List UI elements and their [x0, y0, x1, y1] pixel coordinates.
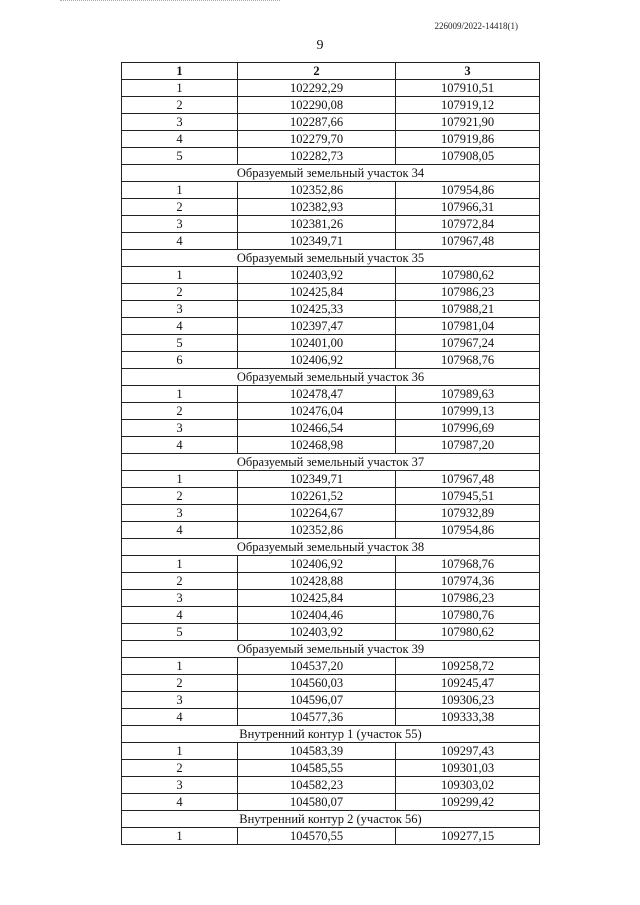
- x-coordinate: 102401,00: [238, 335, 396, 352]
- y-coordinate: 107989,63: [396, 386, 540, 403]
- point-number: 4: [122, 131, 238, 148]
- y-coordinate: 107954,86: [396, 182, 540, 199]
- table-row: [122, 114, 540, 131]
- table-body: [122, 80, 540, 845]
- point-number: 4: [122, 318, 238, 335]
- x-coordinate: 102425,84: [238, 590, 396, 607]
- y-coordinate: 109333,38: [396, 709, 540, 726]
- table-row: [122, 760, 540, 777]
- section-header-row: [122, 726, 540, 743]
- column-header: 3: [396, 63, 540, 80]
- section-title: Образуемый земельный участок 38: [122, 539, 540, 556]
- y-coordinate: 107986,23: [396, 284, 540, 301]
- section-title: Образуемый земельный участок 35: [122, 250, 540, 267]
- table-row: [122, 743, 540, 760]
- x-coordinate: 102466,54: [238, 420, 396, 437]
- x-coordinate: 102261,52: [238, 488, 396, 505]
- table-row: [122, 505, 540, 522]
- table-row: [122, 658, 540, 675]
- y-coordinate: 107999,13: [396, 403, 540, 420]
- x-coordinate: 102282,73: [238, 148, 396, 165]
- point-number: 6: [122, 352, 238, 369]
- point-number: 2: [122, 760, 238, 777]
- y-coordinate: 109306,23: [396, 692, 540, 709]
- y-coordinate: 107910,51: [396, 80, 540, 97]
- x-coordinate: 102476,04: [238, 403, 396, 420]
- point-number: 4: [122, 607, 238, 624]
- y-coordinate: 107919,12: [396, 97, 540, 114]
- y-coordinate: 107968,76: [396, 352, 540, 369]
- table-row: [122, 777, 540, 794]
- x-coordinate: 102428,88: [238, 573, 396, 590]
- x-coordinate: 102406,92: [238, 556, 396, 573]
- x-coordinate: 102264,67: [238, 505, 396, 522]
- point-number: 1: [122, 556, 238, 573]
- y-coordinate: 107986,23: [396, 590, 540, 607]
- point-number: 3: [122, 505, 238, 522]
- page-number: 9: [316, 38, 324, 53]
- table-row: [122, 522, 540, 539]
- x-coordinate: 104580,07: [238, 794, 396, 811]
- y-coordinate: 107968,76: [396, 556, 540, 573]
- x-coordinate: 102352,86: [238, 522, 396, 539]
- section-header-row: [122, 369, 540, 386]
- table-row: [122, 80, 540, 97]
- table-row: [122, 488, 540, 505]
- point-number: 1: [122, 182, 238, 199]
- x-coordinate: 102352,86: [238, 182, 396, 199]
- table-row: [122, 573, 540, 590]
- point-number: 1: [122, 828, 238, 845]
- coordinates-table: [121, 62, 540, 845]
- point-number: 3: [122, 590, 238, 607]
- y-coordinate: 107980,62: [396, 624, 540, 641]
- y-coordinate: 107996,69: [396, 420, 540, 437]
- x-coordinate: 102403,92: [238, 267, 396, 284]
- section-title: Образуемый земельный участок 34: [122, 165, 540, 182]
- table-row: [122, 590, 540, 607]
- section-header-row: [122, 641, 540, 658]
- y-coordinate: 107980,76: [396, 607, 540, 624]
- x-coordinate: 102425,33: [238, 301, 396, 318]
- table-row: [122, 216, 540, 233]
- x-coordinate: 102292,29: [238, 80, 396, 97]
- point-number: 1: [122, 658, 238, 675]
- table-row: [122, 709, 540, 726]
- table-row: [122, 624, 540, 641]
- y-coordinate: 109245,47: [396, 675, 540, 692]
- section-header-row: [122, 811, 540, 828]
- y-coordinate: 107908,05: [396, 148, 540, 165]
- point-number: 4: [122, 794, 238, 811]
- table-row: [122, 97, 540, 114]
- section-title: Внутренний контур 2 (участок 56): [122, 811, 540, 828]
- column-header: 1: [122, 63, 238, 80]
- table-row: [122, 182, 540, 199]
- x-coordinate: 102425,84: [238, 284, 396, 301]
- x-coordinate: 104570,55: [238, 828, 396, 845]
- y-coordinate: 107974,36: [396, 573, 540, 590]
- point-number: 2: [122, 403, 238, 420]
- x-coordinate: 102349,71: [238, 233, 396, 250]
- x-coordinate: 104577,36: [238, 709, 396, 726]
- y-coordinate: 107981,04: [396, 318, 540, 335]
- y-coordinate: 107966,31: [396, 199, 540, 216]
- y-coordinate: 109258,72: [396, 658, 540, 675]
- y-coordinate: 107932,89: [396, 505, 540, 522]
- table-row: [122, 199, 540, 216]
- scan-artifact: [60, 0, 280, 4]
- x-coordinate: 102382,93: [238, 199, 396, 216]
- y-coordinate: 107919,86: [396, 131, 540, 148]
- y-coordinate: 109277,15: [396, 828, 540, 845]
- table-row: [122, 828, 540, 845]
- point-number: 3: [122, 692, 238, 709]
- point-number: 2: [122, 284, 238, 301]
- section-header-row: [122, 539, 540, 556]
- table-row: [122, 148, 540, 165]
- y-coordinate: 107980,62: [396, 267, 540, 284]
- point-number: 3: [122, 216, 238, 233]
- x-coordinate: 102349,71: [238, 471, 396, 488]
- x-coordinate: 104560,03: [238, 675, 396, 692]
- point-number: 3: [122, 301, 238, 318]
- section-title: Образуемый земельный участок 37: [122, 454, 540, 471]
- table-row: [122, 267, 540, 284]
- y-coordinate: 109299,42: [396, 794, 540, 811]
- table-row: [122, 301, 540, 318]
- point-number: 4: [122, 437, 238, 454]
- x-coordinate: 102290,08: [238, 97, 396, 114]
- section-title: Образуемый земельный участок 39: [122, 641, 540, 658]
- section-title: Образуемый земельный участок 36: [122, 369, 540, 386]
- point-number: 1: [122, 743, 238, 760]
- point-number: 3: [122, 420, 238, 437]
- point-number: 1: [122, 267, 238, 284]
- point-number: 1: [122, 471, 238, 488]
- x-coordinate: 102478,47: [238, 386, 396, 403]
- table-row: [122, 794, 540, 811]
- x-coordinate: 104585,55: [238, 760, 396, 777]
- x-coordinate: 104583,39: [238, 743, 396, 760]
- table-row: [122, 284, 540, 301]
- point-number: 4: [122, 522, 238, 539]
- table-row: [122, 437, 540, 454]
- table-row: [122, 675, 540, 692]
- table-row: [122, 692, 540, 709]
- point-number: 5: [122, 148, 238, 165]
- x-coordinate: 102287,66: [238, 114, 396, 131]
- x-coordinate: 102397,47: [238, 318, 396, 335]
- table-header-row: [122, 63, 540, 80]
- y-coordinate: 107967,48: [396, 471, 540, 488]
- table-row: [122, 318, 540, 335]
- document-id: 226009/2022-14418(1): [434, 21, 518, 31]
- point-number: 2: [122, 97, 238, 114]
- table-row: [122, 403, 540, 420]
- x-coordinate: 102279,70: [238, 131, 396, 148]
- point-number: 4: [122, 709, 238, 726]
- point-number: 3: [122, 114, 238, 131]
- point-number: 2: [122, 573, 238, 590]
- table-row: [122, 556, 540, 573]
- section-header-row: [122, 250, 540, 267]
- table-row: [122, 131, 540, 148]
- y-coordinate: 109303,02: [396, 777, 540, 794]
- table-row: [122, 386, 540, 403]
- x-coordinate: 104582,23: [238, 777, 396, 794]
- x-coordinate: 102468,98: [238, 437, 396, 454]
- point-number: 1: [122, 386, 238, 403]
- y-coordinate: 107967,48: [396, 233, 540, 250]
- point-number: 4: [122, 233, 238, 250]
- x-coordinate: 102403,92: [238, 624, 396, 641]
- point-number: 1: [122, 80, 238, 97]
- y-coordinate: 107967,24: [396, 335, 540, 352]
- table-row: [122, 335, 540, 352]
- table-row: [122, 420, 540, 437]
- y-coordinate: 107945,51: [396, 488, 540, 505]
- x-coordinate: 104537,20: [238, 658, 396, 675]
- point-number: 2: [122, 488, 238, 505]
- x-coordinate: 102381,26: [238, 216, 396, 233]
- y-coordinate: 109301,03: [396, 760, 540, 777]
- point-number: 2: [122, 199, 238, 216]
- table-row: [122, 471, 540, 488]
- table-row: [122, 607, 540, 624]
- point-number: 3: [122, 777, 238, 794]
- point-number: 5: [122, 335, 238, 352]
- y-coordinate: 107988,21: [396, 301, 540, 318]
- y-coordinate: 109297,43: [396, 743, 540, 760]
- x-coordinate: 102406,92: [238, 352, 396, 369]
- table-row: [122, 233, 540, 250]
- section-title: Внутренний контур 1 (участок 55): [122, 726, 540, 743]
- y-coordinate: 107954,86: [396, 522, 540, 539]
- x-coordinate: 102404,46: [238, 607, 396, 624]
- section-header-row: [122, 454, 540, 471]
- point-number: 2: [122, 675, 238, 692]
- x-coordinate: 104596,07: [238, 692, 396, 709]
- y-coordinate: 107921,90: [396, 114, 540, 131]
- point-number: 5: [122, 624, 238, 641]
- y-coordinate: 107987,20: [396, 437, 540, 454]
- y-coordinate: 107972,84: [396, 216, 540, 233]
- table-row: [122, 352, 540, 369]
- column-header: 2: [238, 63, 396, 80]
- section-header-row: [122, 165, 540, 182]
